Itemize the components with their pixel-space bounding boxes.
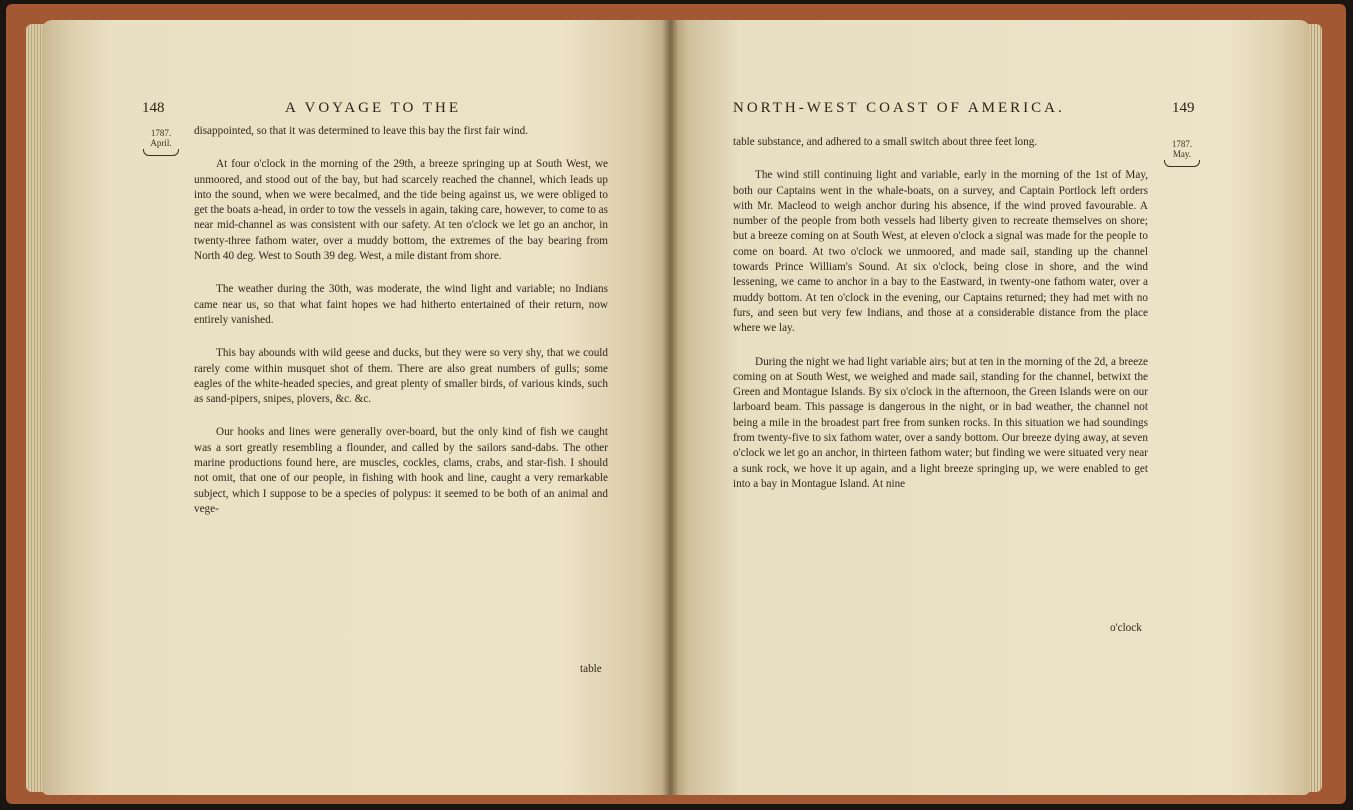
book-gutter — [662, 20, 678, 795]
paragraph: disappointed, so that it was determined to leave this bay the first fair wind. — [194, 125, 528, 137]
left-catchword: table — [580, 663, 602, 675]
right-margin-note — [1160, 139, 1204, 167]
right-page-number: 149 — [1172, 100, 1195, 116]
margin-brace — [1164, 160, 1200, 167]
margin-year: 1787. — [1171, 139, 1193, 149]
paragraph: This bay abounds with wild geese and ducks, but they were so very shy, that we could rarely come within musquet shot of them. There are also great numbers of gulls; some eagles of the white-headed species, and great plenty of smaller birds, of various kinds, such as sand-pipers, snipes, plovers, &c. &c. — [194, 347, 608, 406]
paragraph: At four o'clock in the morning of the 29th, a breeze springing up at South West, we unmoored, and stood out of the bay, but had scarcely reached the channel, which leads up into the sound, when we were becalmed, and the tide being against us, we were obliged to get the boats a-head, in order to tow the vessels in again, taking care, however, to come to as near mid-channel as was consistent with our safety. At ten o'clock we let go an anchor, in twenty-three fathom water, over a muddy bottom, the extremes of the bay bearing from North 40 deg. West to South 39 deg. West, a mile distant from shore. — [194, 158, 608, 263]
margin-month: April. — [150, 138, 172, 148]
left-page-number: 148 — [142, 100, 165, 116]
paragraph: table substance, and adhered to a small switch about three feet long. — [733, 136, 1038, 148]
left-margin-note — [136, 128, 186, 156]
right-running-head: NORTH-WEST COAST OF AMERICA. — [733, 100, 1065, 116]
margin-brace — [143, 149, 179, 156]
paragraph: The wind still continuing light and variable, early in the morning of the 1st of May, both our Captains went in the whale-boats, on a survey, and Captain Portlock left orders with Mr. Macleod to weigh anchor during his absence, if the wind proved favourable. A number of the people from both vessels had liberty given to recreate themselves on shore; but a breeze coming on at South West, at eleven o'clock a signal was made for the people to come on board. At two o'clock we unmoored, and made sail, standing up the channel towards Prince William's Sound. At six o'clock, being close in shore, and the wind lessening, we came to anchor in a bay to the Eastward, in twenty-one fathom water, over a muddy bottom. At ten o'clock in the evening, our Captains returned; they had met with no furs, and seen but very few Indians, and those at a considerable distance from the place where we lay. — [733, 169, 1148, 335]
margin-year: 1787. — [150, 128, 172, 138]
right-body-text — [733, 135, 1148, 492]
right-catchword: o'clock — [1110, 622, 1142, 634]
paragraph: The weather during the 30th, was moderate, the wind light and variable; no Indians came near us, so that what faint hopes we had hitherto entertained of their return, now entirely vanished. — [194, 283, 608, 326]
paragraph: Our hooks and lines were generally over-board, but the only kind of fish we caught was a sort greatly resembling a flounder, and called by the sailors sand-dabs. The other marine productions found here, are muscles, cockles, clams, crabs, and star-fish. I should not omit, that one of our people, in fishing with hook and line, caught a very remarkable subject, which I suppose to be a species of polypus: it seemed to be both of an animal and vege- — [194, 426, 608, 515]
paragraph: During the night we had light variable airs; but at ten in the morning of the 2d, a breeze coming on at South West, we weighed and made sail, standing for the channel, betwixt the Green and Montague Islands. By six o'clock in the afternoon, the Green Islands were on our larboard beam. This passage is dangerous in the night, or in bad weather, the channel not being a mile in the broadest part free from sunken rocks. In this situation we had soundings from twenty-five to six fathom water, over a sandy bottom. Our breeze dying away, at seven o'clock we let go an anchor, in thirteen fathom water; but finding we were situated very near a sunk rock, we hove it up again, and a light breeze springing up, we were enabled to get into a bay in Montague Island. At nine — [733, 355, 1148, 490]
left-running-head: A VOYAGE TO THE — [285, 100, 461, 116]
left-body-text — [194, 124, 608, 517]
margin-month: May. — [1172, 149, 1192, 159]
